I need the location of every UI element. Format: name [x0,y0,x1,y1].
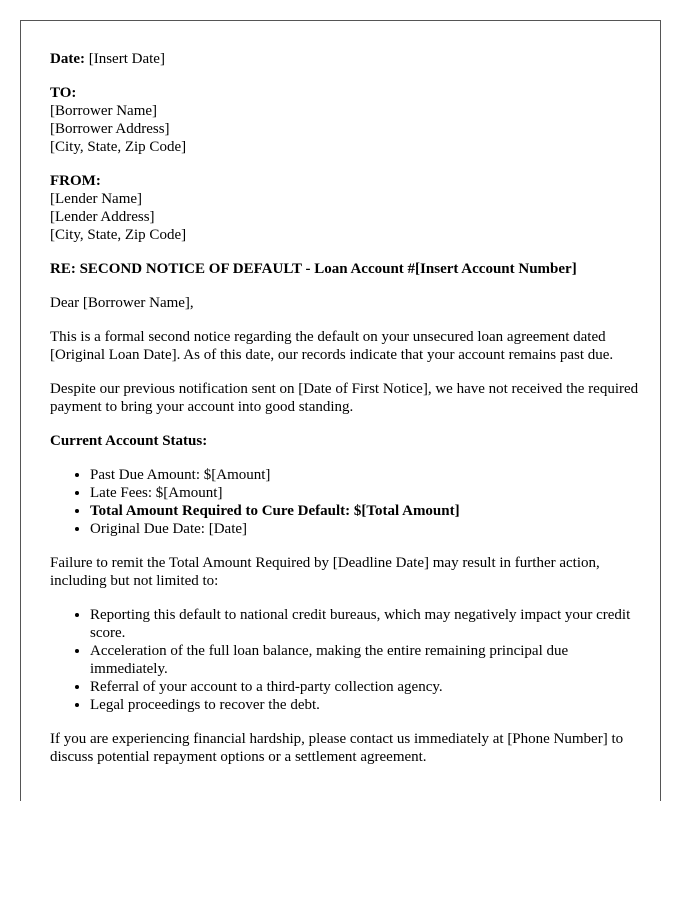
lender-name: [Lender Name] [50,191,143,207]
salutation: Dear [Borrower Name], [50,295,194,311]
list-item: • Reporting this default to national credit bureaus, which may negatively impact your credit score. [90,606,640,642]
failure-paragraph: Failure to remit the Total Amount Required by [Deadline Date] may result in further action, including but not limited to: [50,555,600,589]
account-status-list [50,466,640,538]
borrower-name: [Borrower Name] [50,103,158,119]
date-line [50,50,640,68]
letter-body [50,50,640,782]
letter-page [20,20,661,801]
lender-address: [Lender Address] [50,209,155,225]
list-item [90,502,640,520]
hardship-paragraph: If you are experiencing financial hardship, please contact us immediately at [Phone Number] to discuss potential repayment options or a settlement agreement. [50,731,624,765]
account-status-heading-text: Current Account Status: [50,433,208,449]
to-label: TO: [50,85,77,101]
list-item: • Acceleration of the full loan balance, making the entire remaining principal due immediately. [90,642,640,678]
list-item: • Referral of your account to a third-party collection agency. [90,678,640,696]
date-value: [Insert Date] [88,51,165,67]
lender-city-state-zip: [City, State, Zip Code] [50,227,187,243]
list-item: • Late Fees: $[Amount] [90,484,640,502]
intro-paragraph: This is a formal second notice regarding the default on your unsecured loan agreement dated [Original Loan Date]. As of this date, our records indicate that your account remains past due. [50,329,614,363]
borrower-address: [Borrower Address] [50,121,170,137]
actions-list [50,606,640,714]
subject-line [50,260,640,278]
previous-notice-paragraph: Despite our previous notification sent on [Date of First Notice], we have not received the required payment to bring your account into good standing. [50,381,639,415]
subject-text: RE: SECOND NOTICE OF DEFAULT - Loan Account #[Insert Account Number] [50,261,577,277]
list-item: • Past Due Amount: $[Amount] [90,466,640,484]
to-block [50,84,640,156]
from-block [50,172,640,244]
list-item: • Legal proceedings to recover the debt. [90,696,640,714]
list-item: • Original Due Date: [Date] [90,520,640,538]
borrower-city-state-zip: [City, State, Zip Code] [50,139,187,155]
account-status-heading [50,432,640,450]
date-label: Date: [50,51,85,67]
total-amount-text: Total Amount Required to Cure Default: $[Total Amount] [90,503,460,519]
from-label: FROM: [50,173,101,189]
